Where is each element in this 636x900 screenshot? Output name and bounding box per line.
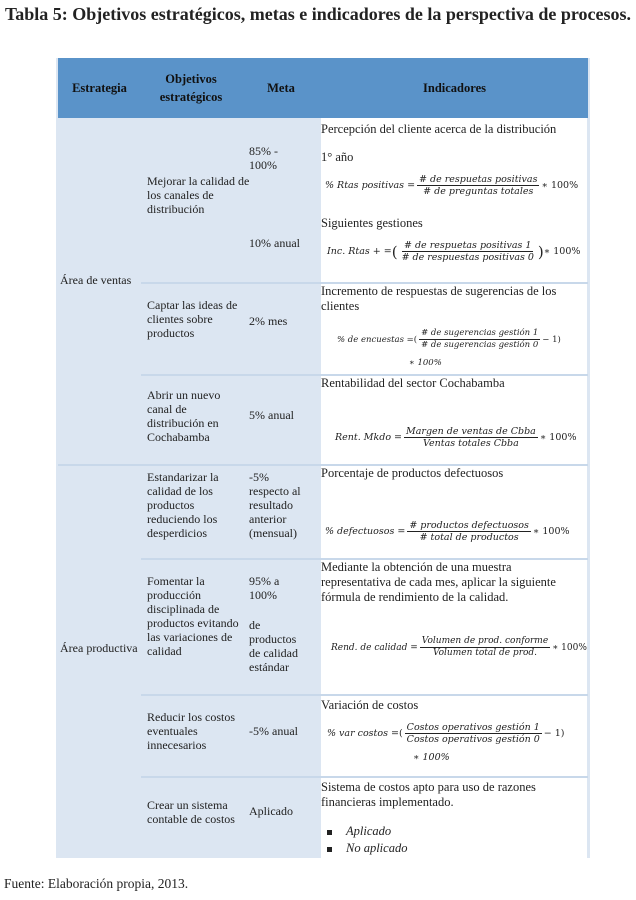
goal: 2% mes: [249, 314, 288, 328]
objective: Mejorar la calidad de los canales de distribución: [147, 174, 250, 216]
table-row: [141, 118, 588, 282]
goal: 95% a 100%: [249, 574, 280, 602]
table-row: [141, 696, 588, 776]
indicator-title: Incremento de respuestas de sugerencias de los clientes: [321, 284, 557, 313]
header-strategy: Estrategia: [72, 81, 127, 95]
indicator-title: Sistema de costos apto para uso de razones financieras implementado.: [321, 780, 536, 809]
list-item: No aplicado: [327, 841, 407, 856]
table-row: [141, 376, 588, 464]
goal: de productos de calidad estándar: [249, 618, 298, 674]
formula: Rend. de calidad = $\frac{\text{Volumen de prod. conforme}}{\text{Volumen total de prod.}}$ ∗ 100%: [331, 636, 587, 658]
area-ventas: Área de ventas: [60, 273, 132, 287]
table-row: [141, 284, 588, 374]
formula-tail: ∗ 100%: [409, 358, 442, 368]
header-goal: Meta: [267, 81, 295, 95]
table-title: Tabla 5: Objetivos estratégicos, metas e indicadores de la perspectiva de procesos.: [4, 4, 632, 24]
formula-tail: ∗ 100%: [413, 752, 450, 763]
goal: -5% respecto al resultado anterior (mensual): [249, 470, 301, 540]
formula: % de encuestas = ( $\frac{\text{\# de sugerencias gestión 1}}{\text{\# de sugerencias gestión 0}}$ − 1): [337, 328, 561, 350]
indicator-title: Mediante la obtención de una muestra representativa de cada mes, aplicar la siguiente fórmula de rendimiento de la calidad.: [321, 560, 556, 604]
indicator-title: Variación de costos: [321, 698, 419, 712]
objective: Reducir los costos eventuales innecesarios: [147, 710, 235, 752]
area-productiva: Área productiva: [60, 641, 138, 655]
header-indicators: Indicadores: [423, 81, 486, 95]
header-objectives-line1: Objetivos: [165, 72, 217, 86]
goal: 10% anual: [249, 236, 300, 250]
table-row: [141, 560, 588, 694]
bullet-icon: [327, 847, 332, 852]
indicator-title: Rentabilidad del sector Cochabamba: [321, 376, 505, 390]
formula: % defectuosos = $\frac{\text{\# productos defectuosos}}{\text{\# total de productos}}$ ∗ 100%: [325, 520, 570, 543]
header-objectives: [141, 58, 241, 118]
objective: Captar las ideas de clientes sobre productos: [147, 298, 238, 340]
bullet-icon: [327, 830, 332, 835]
strategy-table: [58, 58, 588, 858]
formula: Inc. Rtas + = ( $\frac{\text{\# de respuetas positivas 1}}{\text{\# de respuestas positivas 0}}$ ) ∗ 100%: [327, 240, 581, 263]
list-item: Aplicado: [327, 824, 391, 839]
goal: Aplicado: [249, 804, 293, 818]
goal: 5% anual: [249, 408, 294, 422]
table-row: [141, 466, 588, 558]
indicator-title: Percepción del cliente acerca de la distribución: [321, 122, 557, 136]
formula: % var costos = ( $\frac{\text{Costos operativos gestión 1}}{\text{Costos operativos gestión 0}}$ − 1): [327, 722, 565, 745]
strategy-column: [58, 118, 141, 858]
goal: -5% anual: [249, 724, 298, 738]
objective: Crear un sistema contable de costos: [147, 798, 235, 826]
table-row: [141, 778, 588, 858]
table-header: [58, 58, 588, 118]
objective: Fomentar la producción disciplinada de productos evitando las variaciones de calidad: [147, 574, 239, 658]
header-objectives-line2: estratégicos: [159, 90, 223, 104]
indicator-subtitle: Siguientes gestiones: [321, 216, 423, 230]
indicator-title: Porcentaje de productos defectuosos: [321, 466, 504, 480]
source-note: Fuente: Elaboración propia, 2013.: [4, 876, 189, 891]
indicator-subtitle: 1° año: [321, 150, 354, 164]
objective: Abrir un nuevo canal de distribución en Cochabamba: [147, 388, 221, 444]
objective: Estandarizar la calidad de los productos reduciendo los desperdicios: [147, 470, 219, 540]
formula: % Rtas positivas = $\frac{\text{\# de respuetas positivas}}{\text{\# de preguntas totales}}$ ∗ 100%: [325, 174, 579, 197]
formula: Rent. Mkdo = $\frac{\text{Margen de ventas de Cbba}}{\text{Ventas totales Cbba}}$ ∗ 100%: [335, 426, 577, 449]
goal: 85% - 100%: [249, 144, 278, 172]
